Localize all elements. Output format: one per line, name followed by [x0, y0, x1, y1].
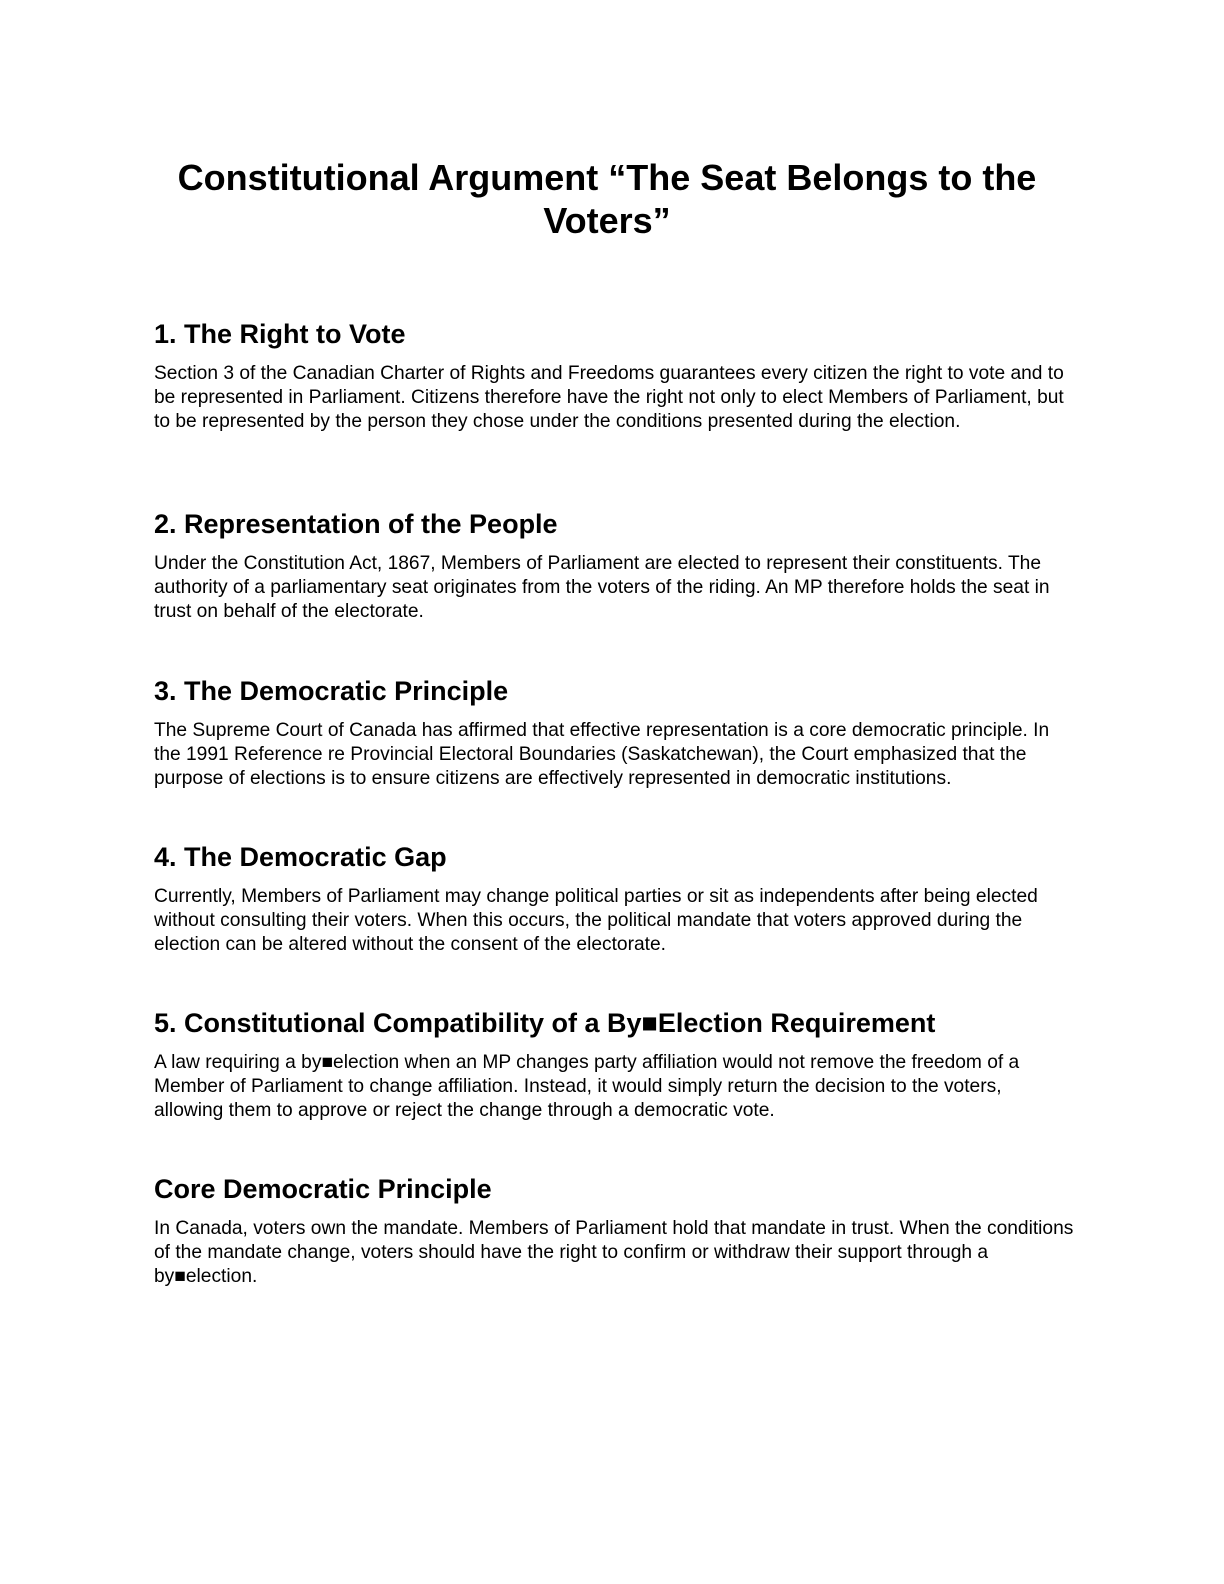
section-heading: Core Democratic Principle [154, 1174, 492, 1204]
section-body: Currently, Members of Parliament may change political parties or sit as independents after being elected without consulting their voters. When this occurs, the political mandate that voters approved during the election can be altered without the consent of the electorate. [154, 886, 1038, 955]
section-body: A law requiring a by■election when an MP changes party affiliation would not remove the freedom of a Member of Parliament to change affiliation. Instead, it would simply return the decision to the voters, allowing them to approve or reject the change through a democratic vote. [154, 1052, 1020, 1121]
section-heading: 4. The Democratic Gap [154, 842, 447, 872]
section-democratic-principle [154, 675, 1074, 791]
section-heading: 5. Constitutional Compatibility of a By■Election Requirement [154, 1008, 936, 1038]
section-heading: 2. Representation of the People [154, 509, 558, 539]
section-body: Section 3 of the Canadian Charter of Rights and Freedoms guarantees every citizen the right to vote and to be represented in Parliament. Citizens therefore have the right not only to elect Members of Parliament, but to be represented by the person they chose under the conditions presented during the election. [154, 363, 1064, 432]
section-core-democratic-principle [154, 1173, 1074, 1289]
section-representation-of-the-people [154, 508, 1074, 624]
section-constitutional-compatibility [154, 1007, 1074, 1123]
section-right-to-vote [154, 318, 1074, 434]
section-democratic-gap [154, 841, 1074, 957]
section-body: In Canada, voters own the mandate. Members of Parliament hold that mandate in trust. When the conditions of the mandate change, voters should have the right to confirm or withdraw their support through a by■election. [154, 1218, 1074, 1287]
section-body: Under the Constitution Act, 1867, Members of Parliament are elected to represent their constituents. The authority of a parliamentary seat originates from the voters of the riding. An MP therefore holds the seat in trust on behalf of the electorate. [154, 553, 1050, 622]
section-body: The Supreme Court of Canada has affirmed that effective representation is a core democratic principle. In the 1991 Reference re Provincial Electoral Boundaries (Saskatchewan), the Court emphasized that the purpose of elections is to ensure citizens are effectively represented in democratic institutions. [154, 720, 1050, 789]
document-title: Constitutional Argument “The Seat Belongs to the Voters” [177, 157, 1037, 241]
section-heading: 1. The Right to Vote [154, 319, 406, 349]
section-heading: 3. The Democratic Principle [154, 676, 509, 706]
